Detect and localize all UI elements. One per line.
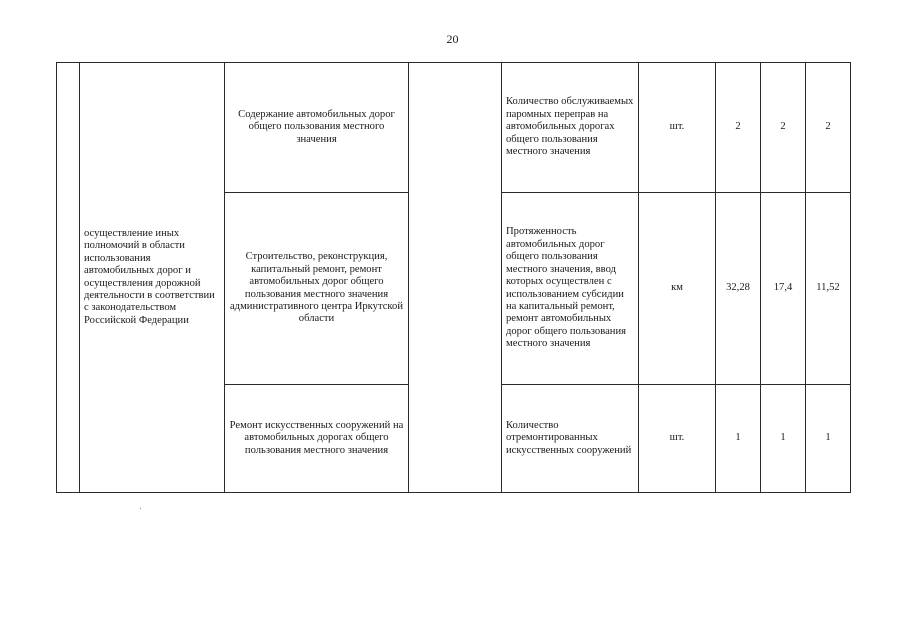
value-cell-2: 1 xyxy=(761,385,806,493)
activity-cell: Ремонт искусственных сооружений на автомобильных дорогах общего пользования местного значения xyxy=(225,385,409,493)
value-cell-1: 1 xyxy=(716,385,761,493)
value-cell-3: 11,52 xyxy=(806,193,851,385)
activity-cell: Содержание автомобильных дорог общего пользования местного значения xyxy=(225,63,409,193)
page-number: 20 xyxy=(446,32,459,46)
indicators-table xyxy=(56,62,851,493)
indicator-cell: Количество обслуживаемых паромных переправ на автомобильных дорогах общего пользования местного значения xyxy=(502,63,639,193)
authority-text: осуществление иных полномочий в области использования автомобильных дорог и осуществления дорожной деятельности в соответствии с законодательством Российской Федерации xyxy=(84,227,215,326)
scan-speck xyxy=(140,508,141,509)
indicator-cell: Количество отремонтированных искусственных сооружений xyxy=(502,385,639,493)
table-row xyxy=(57,63,851,193)
unit-cell: км xyxy=(639,193,716,385)
value-cell-1: 32,28 xyxy=(716,193,761,385)
blank-column-cell xyxy=(409,63,502,493)
unit-cell: шт. xyxy=(639,385,716,493)
indicator-cell: Протяженность автомобильных дорог общего пользования местного значения, ввод которых осуществлен с использованием субсидии на капитальный ремонт, ремонт автомобильных дорог общего пользования местного значения xyxy=(502,193,639,385)
unit-cell: шт. xyxy=(639,63,716,193)
activity-cell: Строительство, реконструкция, капитальный ремонт, ремонт автомобильных дорог общего пользования местного значения административного центра Иркутской области xyxy=(225,193,409,385)
value-cell-3: 1 xyxy=(806,385,851,493)
value-cell-2: 17,4 xyxy=(761,193,806,385)
value-cell-3: 2 xyxy=(806,63,851,193)
value-cell-2: 2 xyxy=(761,63,806,193)
blank-number-cell xyxy=(57,63,80,493)
value-cell-1: 2 xyxy=(716,63,761,193)
authority-cell xyxy=(80,63,225,493)
